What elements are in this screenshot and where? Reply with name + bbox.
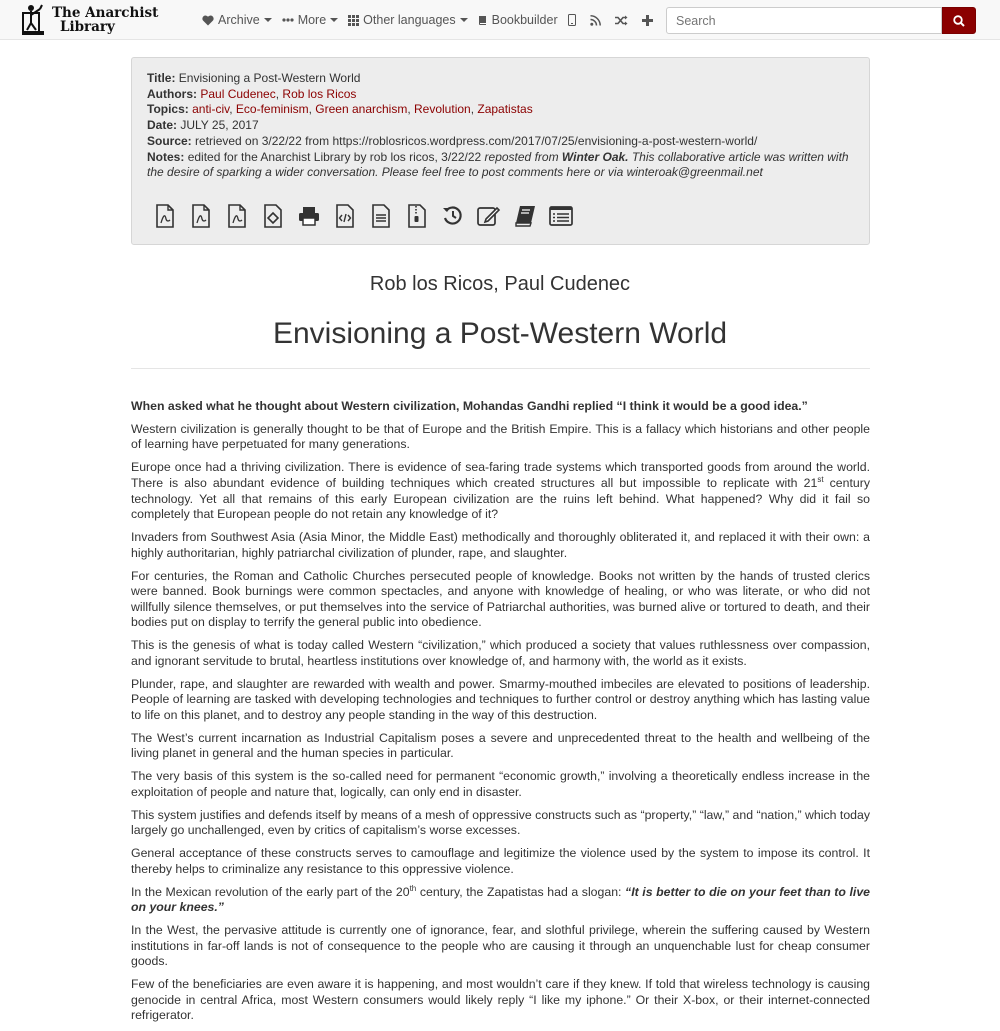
bookbuilder-label: Bookbuilder	[491, 13, 558, 27]
source-value: retrieved on 3/22/22 from https://roblosricos.wordpress.com/2017/07/25/envisioning-a-post-western-world/	[195, 133, 758, 148]
random-link[interactable]	[615, 15, 628, 26]
paragraph: This system justifies and defends itself by means of a mesh of oppressive constructs such as “property,” “law,” and “nation,” which today largely go unchallenged, even by critics of capitalism’s worse excesses.	[131, 807, 870, 838]
date-value: JULY 25, 2017	[180, 118, 259, 133]
search-form	[666, 7, 976, 34]
book-icon	[478, 15, 488, 26]
paragraph	[131, 460, 870, 522]
archive-label: Archive	[218, 13, 260, 27]
archive-menu[interactable]	[202, 13, 272, 27]
notes-plain: edited for the Anarchist Library by rob los ricos, 3/22/22	[187, 149, 482, 164]
article-title: Envisioning a Post-Western World	[272, 317, 728, 350]
history-button[interactable]	[437, 199, 469, 233]
paragraph: The West’s current incarnation as Industrial Capitalism poses a severe and unprecedented threat to the health and wellbeing of the living planet in general and the human species in particular.	[131, 730, 870, 761]
search-icon	[953, 15, 965, 27]
plain-text-button[interactable]	[365, 199, 397, 233]
topics-label: Topics:	[147, 102, 189, 117]
languages-label: Other languages	[363, 13, 456, 27]
zapatista-quote: “It is better to die on your feet than to live on your knees.”	[131, 884, 871, 915]
rss-icon	[590, 15, 601, 26]
title-value: Envisioning a Post-Western World	[178, 71, 361, 85]
authors-label: Authors:	[147, 86, 197, 101]
download-toolbar	[149, 199, 581, 233]
search-button[interactable]	[942, 7, 976, 34]
book-icon	[514, 205, 536, 227]
shuffle-icon	[615, 15, 628, 26]
notes-italic: reposted from	[484, 149, 559, 164]
search-input[interactable]	[666, 7, 942, 34]
print-button[interactable]	[293, 199, 325, 233]
printer-icon	[298, 206, 320, 226]
heart-icon	[202, 15, 214, 26]
paragraph: This is the genesis of what is today called Western “civilization,” which produced a society that values ruthlessness over compassion, and ignorant servitude to brutal, heartless institutions over knowledge of, and harmony with, the world as it exists.	[131, 638, 870, 668]
title-row	[147, 71, 854, 87]
text-info-panel	[131, 57, 870, 245]
languages-menu[interactable]	[348, 13, 467, 27]
notes-row	[147, 150, 854, 181]
author-link[interactable]: Rob los Ricos	[282, 86, 357, 101]
title-label: Title:	[147, 71, 176, 85]
add-link[interactable]	[642, 15, 653, 26]
paragraph: Western civilization is generally thought to be that of Europe and the British Empire. This is a fallacy which historians and other people of learning have perpetuated for many generations.	[131, 421, 870, 452]
topic-link[interactable]: Eco-feminism	[235, 102, 309, 117]
bookbuilder-add-button[interactable]	[509, 199, 541, 233]
a4-pdf-download-button[interactable]	[185, 199, 217, 233]
html-download-button[interactable]	[329, 199, 361, 233]
edit-button[interactable]	[473, 199, 505, 233]
paragraph: The very basis of this system is the so-called need for permanent “economic growth,” involving a theoretically endless increase in the exploitation of people and nature that, logically, can only end in disaster.	[131, 769, 870, 799]
list-icon	[549, 206, 573, 226]
rss-link[interactable]	[590, 15, 601, 26]
date-label: Date:	[147, 118, 178, 133]
paragraph: For centuries, the Roman and Catholic Churches persecuted people of knowledge. Books not written by the hands of trusted clerics were banned. Book burnings were common spectacles, and anyone with knowledge of healing, or who was literate, or who did not willfully silence themselves, or put themselves into the service of Patriarchal authorities, was burned alive or tortured to death, and their bodies put on display to terrify the general public into obedience.	[131, 568, 870, 630]
paragraph	[131, 885, 870, 916]
topic-link[interactable]: Revolution	[414, 102, 471, 117]
brand[interactable]	[18, 3, 158, 37]
mobile-icon	[568, 14, 576, 26]
paragraph: General acceptance of these constructs serves to camouflage and legitimize the violence used by the system to impose its control. It thereby helps to criminalize any resistance to this oppressive violence.	[131, 846, 870, 876]
caret-down-icon	[264, 18, 272, 22]
pdf-download-button[interactable]	[149, 199, 181, 233]
paragraph: Invaders from Southwest Asia (Asia Minor, the Middle East) methodically and thoroughly obliterated it, and replaced it with their own: a highly authoritarian, highly patriarchal civilization of plunder, rape, and slaughter.	[131, 530, 870, 560]
paragraph-text: century, the Zapatistas had a slogan:	[416, 884, 626, 899]
topic-link[interactable]: Zapatistas	[477, 102, 533, 117]
navbar	[0, 0, 1000, 40]
superscript: th	[409, 883, 417, 893]
pdf-file-icon	[191, 204, 211, 228]
epub-file-icon	[263, 204, 283, 228]
authors-row: Authors: Paul Cudenec, Rob los Ricos	[147, 86, 357, 101]
mobile-link[interactable]	[568, 14, 576, 26]
paragraph-text: In the Mexican revolution of the early part of the 20	[131, 884, 410, 899]
main-nav	[202, 0, 692, 40]
more-label: More	[297, 13, 327, 27]
topic-link[interactable]: anti-civ	[192, 102, 230, 117]
date-row	[147, 118, 854, 134]
epub-download-button[interactable]	[257, 199, 289, 233]
article-body	[131, 399, 870, 1031]
source-label: Source:	[147, 133, 192, 148]
plus-icon	[642, 15, 653, 26]
superscript: st	[817, 474, 824, 484]
brand-text	[52, 6, 158, 34]
zip-file-icon	[407, 204, 427, 228]
notes-italic: This collaborative article was written with the desire of sparking a wider conversation. Please feel free to post comments here or via winteroak@greenmail.net	[147, 149, 849, 180]
caret-down-icon	[330, 18, 338, 22]
anarchist-logo-icon	[18, 3, 48, 37]
notes-source: Winter Oak.	[561, 149, 629, 164]
bookbuilder-link[interactable]	[478, 13, 558, 27]
source-row	[147, 134, 854, 150]
topics-row: Topics: anti-civ, Eco-feminism, Green anarchism, Revolution, Zapatistas	[147, 102, 533, 117]
article-authors: Rob los Ricos, Paul Cudenec	[369, 273, 631, 295]
brand-line2: Library	[60, 19, 115, 35]
divider	[131, 368, 870, 369]
paragraph-text: century technology. Yet all that remains of this early European civilization are the ruins left behind. What happened? Why did it fail so completely that European people do not retain any knowledge of it?	[131, 475, 870, 522]
brand-line1: The Anarchist	[52, 5, 159, 21]
pdf-file-icon	[227, 204, 247, 228]
caret-down-icon	[460, 18, 468, 22]
notes-label: Notes:	[147, 149, 185, 164]
edit-icon	[477, 205, 501, 227]
table-of-contents-button[interactable]	[545, 199, 577, 233]
paragraph: When asked what he thought about Western civilization, Mohandas Gandhi replied “I think it would be a good idea.”	[131, 399, 808, 413]
source-archive-button[interactable]	[401, 199, 433, 233]
code-file-icon	[335, 204, 355, 228]
paragraph: Plunder, rape, and slaughter are rewarded with wealth and power. Smarmy-mouthed imbeciles are elevated to positions of leadership. People of learning are tasked with developing technologies and techniques to further control or destroy anything which has lasting value to life on this planet, and to destroy any people standing in the way of this destruction.	[131, 676, 870, 722]
history-icon	[442, 205, 464, 227]
more-menu[interactable]	[282, 13, 338, 27]
grid-icon	[348, 15, 359, 26]
pdf-file-icon	[155, 204, 175, 228]
topic-link[interactable]: Green anarchism	[315, 102, 408, 117]
author-link[interactable]: Paul Cudenec	[200, 86, 276, 101]
ellipsis-icon	[282, 18, 294, 22]
paragraph: Few of the beneficiaries are even aware it is happening, and most wouldn’t care if they knew. If told that wireless technology is causing genocide in central Africa, most Western consumers would likely reply “I like my iphone.” Or their X-box, or their internet-connected refrigerator.	[131, 977, 870, 1023]
paragraph: In the West, the pervasive attitude is currently one of ignorance, fear, and slothful privilege, wherein the suffering caused by Western institutions in far-off lands is not of consequence to the people who are causing it through an unquenchable lust for cheap consumer goods.	[131, 923, 870, 969]
letter-pdf-download-button[interactable]	[221, 199, 253, 233]
paragraph-text: Europe once had a thriving civilization. There is evidence of sea-faring trade systems which transported goods from around the world. There is also abundant evidence of building techniques which created structures all but impossible to replicate with 21	[131, 460, 870, 490]
text-file-icon	[371, 204, 391, 228]
